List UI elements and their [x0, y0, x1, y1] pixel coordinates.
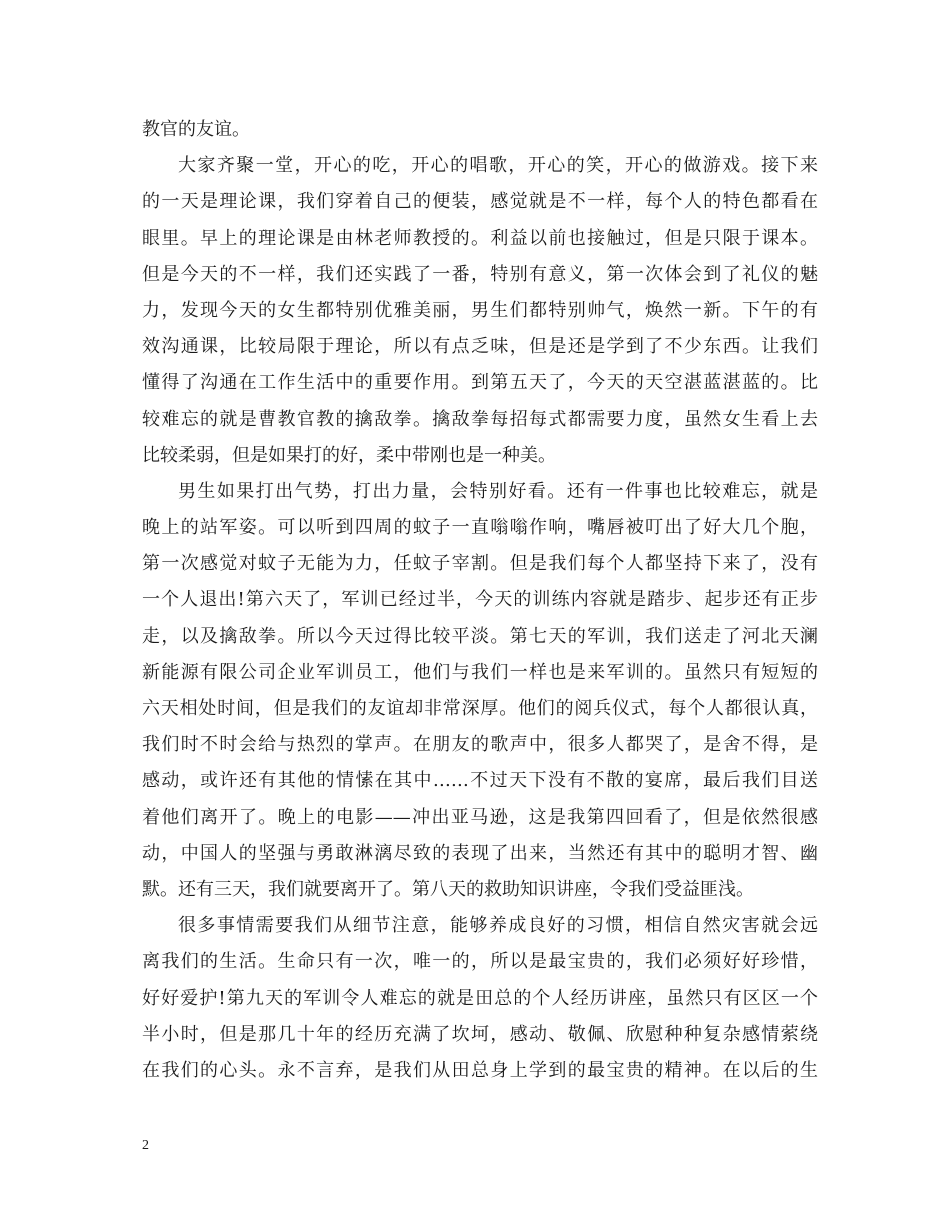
text-line: 离我们的生活。生命只有一次，唯一的，所以是最宝贵的，我们必须好好珍惜， [142, 951, 818, 973]
text-line: 半小时，但是那几十年的经历充满了坎坷，感动、敬佩、欣慰种种复杂感情萦绕 [142, 1023, 818, 1045]
text-line: 教官的友谊。 [142, 119, 250, 140]
text-line: 感动，或许还有其他的情愫在其中……不过天下没有不散的宴席，最后我们目送 [142, 770, 818, 792]
text-line: 的一天是理论课，我们穿着自己的便装，感觉就是不一样，每个人的特色都看在 [142, 191, 818, 213]
text-line: 新能源有限公司企业军训员工，他们与我们一样也是来军训的。虽然只有短短的 [142, 661, 818, 683]
text-line: 懂得了沟通在工作生活中的重要作用。到第五天了，今天的天空湛蓝湛蓝的。比 [142, 372, 818, 394]
text-line: 走，以及擒敌拳。所以今天过得比较平淡。第七天的军训，我们送走了河北天澜 [142, 625, 818, 647]
text-line: 比较柔弱，但是如果打的好，柔中带刚也是一种美。 [142, 444, 556, 466]
text-line: 较难忘的就是曹教官教的擒敌拳。擒敌拳每招每式都需要力度，虽然女生看上去 [142, 408, 818, 430]
paragraph-first-line: 很多事情需要我们从细节注意，能够养成良好的习惯，相信自然灾害就会远 [178, 915, 818, 937]
paragraph-first-line: 男生如果打出气势，打出力量，会特别好看。还有一件事也比较难忘，就是 [178, 480, 818, 502]
text-line: 着他们离开了。晚上的电影——冲出亚马逊，这是我第四回看了，但是依然很感 [142, 806, 818, 828]
text-line: 效沟通课，比较局限于理论，所以有点乏味，但是还是学到了不少东西。让我们 [142, 336, 818, 358]
text-line: 我们时不时会给与热烈的掌声。在朋友的歌声中，很多人都哭了，是舍不得，是 [142, 734, 818, 756]
text-line: 眼里。早上的理论课是由林老师教授的。利益以前也接触过，但是只限于课本。 [142, 227, 818, 249]
text-line: 晚上的站军姿。可以听到四周的蚊子一直嗡嗡作响，嘴唇被叮出了好大几个胞， [142, 517, 818, 539]
text-line: 但是今天的不一样，我们还实践了一番，特别有意义，第一次体会到了礼仪的魅 [142, 263, 818, 285]
text-line: 动，中国人的坚强与勇敢淋漓尽致的表现了出来，当然还有其中的聪明才智、幽 [142, 842, 818, 864]
paragraph-first-line: 大家齐聚一堂，开心的吃，开心的唱歌，开心的笑，开心的做游戏。接下来 [178, 155, 818, 177]
text-line: 第一次感觉对蚊子无能为力，任蚊子宰割。但是我们每个人都坚持下来了，没有 [142, 553, 818, 575]
text-line: 力，发现今天的女生都特别优雅美丽，男生们都特别帅气，焕然一新。下午的有 [142, 299, 818, 321]
text-line: 好好爱护!第九天的军训令人难忘的就是田总的个人经历讲座，虽然只有区区一个 [142, 987, 818, 1009]
page-number: 2 [142, 1138, 149, 1153]
text-line: 默。还有三天，我们就要离开了。第八天的救助知识讲座，令我们受益匪浅。 [142, 878, 754, 900]
text-line: 六天相处时间，但是我们的友谊却非常深厚。他们的阅兵仪式，每个人都很认真， [142, 698, 818, 719]
text-line: 一个人退出!第六天了，军训已经过半，今天的训练内容就是踏步、起步还有正步 [142, 589, 818, 611]
body-text [142, 112, 818, 1089]
text-line: 在我们的心头。永不言弃，是我们从田总身上学到的最宝贵的精神。在以后的生 [142, 1059, 818, 1081]
